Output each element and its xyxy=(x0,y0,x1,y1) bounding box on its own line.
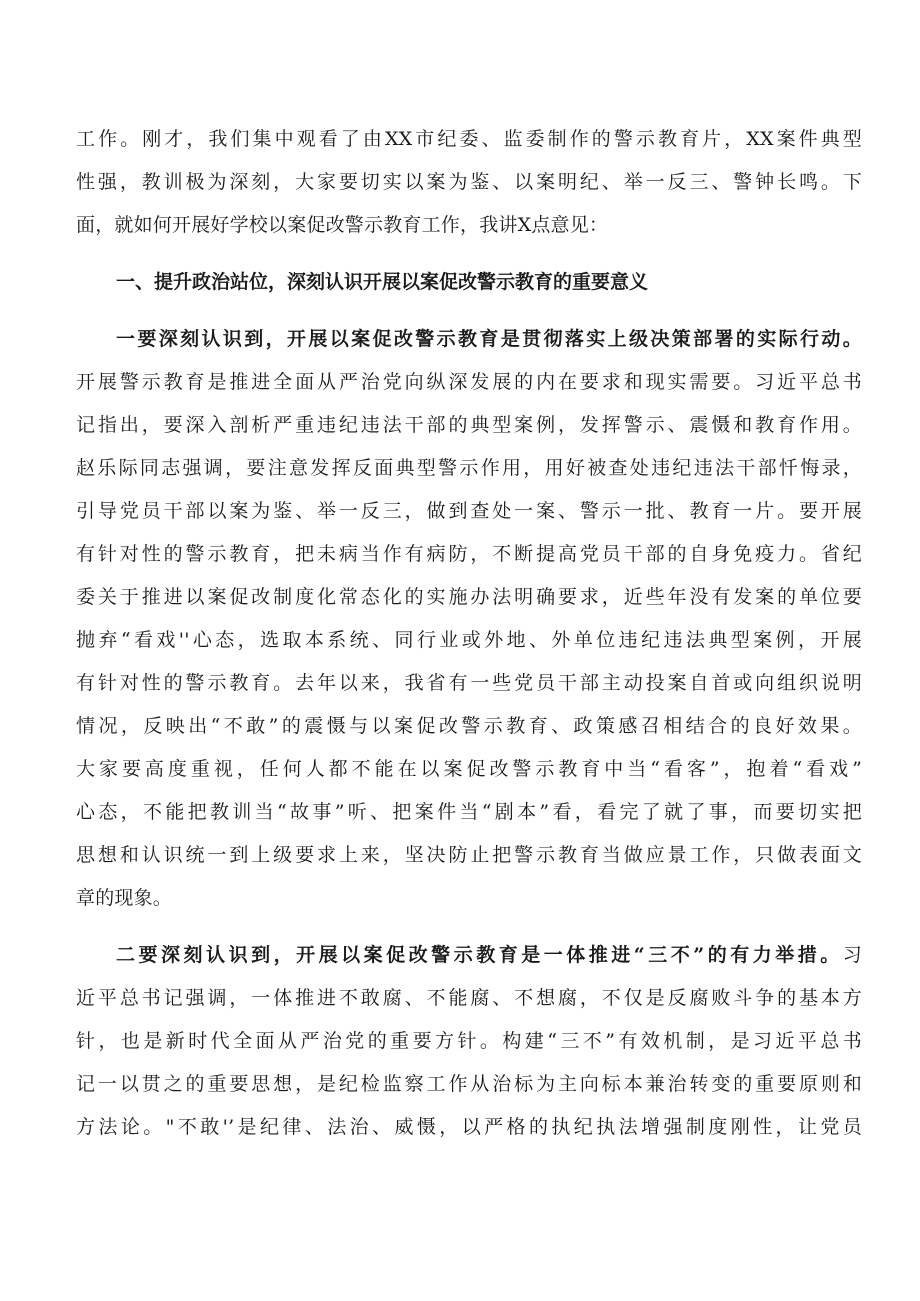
paragraph-1-lead: 一要深刻认识到，开展以案促改警示教育是贯彻落实上级决策部署的实际行动。 xyxy=(116,328,862,350)
intro-line-2: 性强，教训极为深刻，大家要切实以案为鉴、以案明纪、举一反三、警钟长鸣。下 xyxy=(76,171,862,193)
paragraph-1-line-12: 思想和认识统一到上级要求上来，坚决防止把警示教育当做应景工作，只做表面文 xyxy=(76,844,862,866)
paragraph-2-line-2: 针，也是新时代全面从严治党的重要方针。构建“三不”有效机制，是习近平总书 xyxy=(76,1030,862,1052)
paragraph-2-lead: 二要深刻认识到，开展以案促改警示教育是一体推进“三不”的有力举措。 xyxy=(116,944,843,966)
paragraph-2-line-3: 记一以贯之的重要思想，是纪检监察工作从治标为主向标本兼治转变的重要原则和 xyxy=(76,1073,862,1095)
intro-line-1: 工作。刚才，我们集中观看了由XX市纪委、监委制作的警示教育片，XX案件典型 xyxy=(76,128,862,150)
paragraph-1-line-11: 心态，不能把教训当“故事”听、把案件当“剧本”看，看完了就了事，而要切实把 xyxy=(76,801,862,823)
paragraph-1-line-10: 大家要高度重视，任何人都不能在以案促改警示教育中当“看客”，抱着“看戏” xyxy=(76,758,862,780)
paragraph-2-line-4: 方法论。"不敢'’是纪律、法治、威慑，以严格的执纪执法增强制度刚性，让党员 xyxy=(76,1116,862,1138)
paragraph-1-line-7: 抛弃“看戏''心态，选取本系统、同行业或外地、外单位违纪违法典型案例，开展 xyxy=(76,629,862,651)
paragraph-1-line-2: 记指出，要深入剖析严重违纪违法干部的典型案例，发挥警示、震慑和教育作用。 xyxy=(76,414,862,436)
paragraph-2-lead-line xyxy=(76,934,862,977)
paragraph-1-line-5: 有针对性的警示教育，把未病当作有病防，不断提高党员干部的自身免疫力。省纪 xyxy=(76,543,862,565)
paragraph-2-lead-tail: 习 xyxy=(842,944,862,966)
paragraph-1-line-4: 引导党员干部以案为鉴、举一反三，做到查处一案、警示一批、教育一片。要开展 xyxy=(76,500,862,522)
document-page xyxy=(76,118,862,1149)
paragraph-1-line-3: 赵乐际同志强调，要注意发挥反面典型警示作用，用好被查处违纪违法干部忏悔录， xyxy=(76,457,862,479)
paragraph-spacer xyxy=(76,920,862,934)
intro-line-3: 面，就如何开展好学校以案促改警示教育工作，我讲X点意见： xyxy=(76,214,609,236)
paragraph-1-line-8: 有针对性的警示教育。去年以来，我省有一些党员干部主动投案自首或向组织说明 xyxy=(76,672,862,694)
paragraph-1-line-9: 情况，反映出“不敢”的震慑与以案促改警示教育、政策感召相结合的良好效果。 xyxy=(76,715,862,737)
paragraph-1-line-1: 开展警示教育是推进全面从严治党向纵深发展的内在要求和现实需要。习近平总书 xyxy=(76,371,862,393)
paragraph-2-line-1: 近平总书记强调，一体推进不敢腐、不能腐、不想腐，不仅是反腐败斗争的基本方 xyxy=(76,987,862,1009)
paragraph-1-line-6: 委关于推进以案促改制度化常态化的实施办法明确要求，近些年没有发案的单位要 xyxy=(76,586,862,608)
section-heading-1: 一、提升政治站位，深刻认识开展以案促改警示教育的重要意义 xyxy=(116,271,649,293)
paragraph-1-line-13: 章的现象。 xyxy=(76,887,173,909)
